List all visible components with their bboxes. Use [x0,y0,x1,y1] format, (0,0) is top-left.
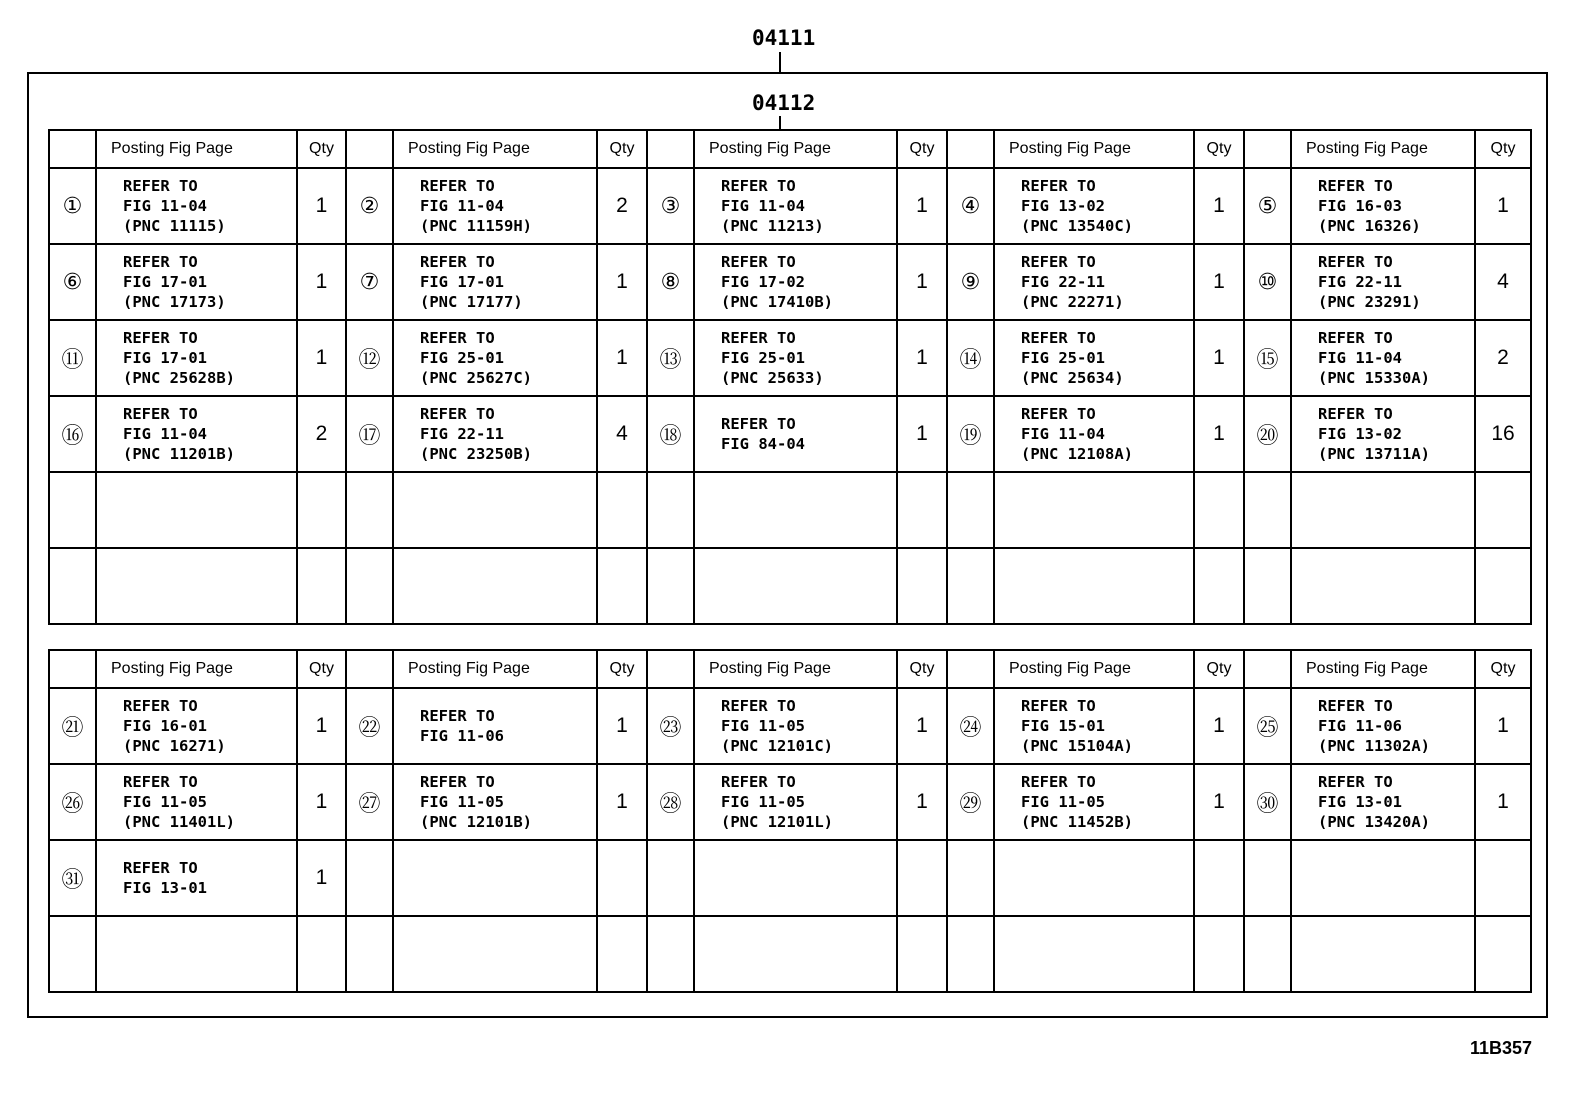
reference-line: REFER TO [1021,253,1096,271]
item-qty: 1 [297,764,346,840]
reference-line: FIG 17-01 [123,273,207,291]
reference-line: REFER TO [123,405,198,423]
item-qty: 1 [897,396,947,472]
header-posting-fig-page: Posting Fig Page [994,130,1194,168]
header-num-cell [947,130,994,168]
table-row [49,244,1531,320]
reference-line: FIG 11-04 [1318,349,1402,367]
reference-line: FIG 11-05 [721,793,805,811]
reference-line: FIG 13-02 [1021,197,1105,215]
item-number: ③ [647,168,694,244]
reference-line: (PNC 23291) [1318,293,1421,311]
posting-fig-reference [994,168,1194,244]
header-posting-fig-page: Posting Fig Page [694,650,897,688]
item-qty [597,840,647,916]
header-posting-fig-page: Posting Fig Page [393,130,597,168]
posting-fig-reference [1291,916,1475,992]
item-number [346,472,393,548]
reference-line: (PNC 11115) [123,217,226,235]
reference-line: FIG 25-01 [721,349,805,367]
reference-line: FIG 16-03 [1318,197,1402,215]
reference-line: (PNC 11201B) [123,445,235,463]
reference-line: FIG 22-11 [420,425,504,443]
item-qty [597,472,647,548]
item-qty [1194,916,1244,992]
reference-line: (PNC 13711A) [1318,445,1430,463]
reference-line: REFER TO [721,697,796,715]
table-row [49,764,1531,840]
item-qty [297,916,346,992]
posting-fig-reference [994,764,1194,840]
outer-label: 04111 [752,26,816,50]
reference-line: (PNC 17177) [420,293,523,311]
item-number [947,472,994,548]
item-qty: 1 [1194,396,1244,472]
item-number [346,840,393,916]
reference-line: FIG 11-04 [123,425,207,443]
header-qty: Qty [297,650,346,688]
item-number: ⑭ [947,320,994,396]
posting-fig-reference [694,548,897,624]
header-row [49,650,1531,688]
item-number: ⑯ [49,396,96,472]
header-qty: Qty [1475,650,1531,688]
header-num-cell [49,130,96,168]
header-qty: Qty [1475,130,1531,168]
item-number: ⑥ [49,244,96,320]
item-number [49,548,96,624]
item-qty: 1 [297,840,346,916]
header-qty: Qty [597,650,647,688]
table-row [49,472,1531,548]
posting-fig-reference [393,764,597,840]
reference-line: FIG 25-01 [420,349,504,367]
item-number [647,840,694,916]
item-qty: 1 [1194,320,1244,396]
item-qty [897,916,947,992]
reference-line: FIG 17-01 [420,273,504,291]
reference-line: REFER TO [123,177,198,195]
reference-line: FIG 13-02 [1318,425,1402,443]
posting-fig-reference [393,916,597,992]
header-num-cell [647,130,694,168]
reference-line: FIG 11-04 [1021,425,1105,443]
item-qty [897,472,947,548]
item-qty [597,548,647,624]
reference-line: REFER TO [721,329,796,347]
reference-line: (PNC 25627C) [420,369,532,387]
posting-fig-reference [393,244,597,320]
item-qty [297,472,346,548]
reference-line: REFER TO [721,773,796,791]
header-posting-fig-page: Posting Fig Page [96,650,297,688]
item-number [1244,840,1291,916]
posting-fig-reference [694,916,897,992]
header-posting-fig-page: Posting Fig Page [393,650,597,688]
item-qty: 1 [297,244,346,320]
header-qty: Qty [897,130,947,168]
posting-fig-reference [1291,320,1475,396]
header-qty: Qty [597,130,647,168]
item-qty: 1 [1475,764,1531,840]
item-number: ⑤ [1244,168,1291,244]
posting-fig-reference [96,548,297,624]
reference-line: FIG 15-01 [1021,717,1105,735]
reference-line: (PNC 22271) [1021,293,1124,311]
item-number [947,916,994,992]
reference-line: FIG 11-05 [1021,793,1105,811]
item-number: ㉖ [49,764,96,840]
reference-line: REFER TO [420,707,495,725]
reference-line: REFER TO [123,329,198,347]
item-number: ⑳ [1244,396,1291,472]
reference-line: (PNC 16271) [123,737,226,755]
posting-fig-reference [393,548,597,624]
reference-line: REFER TO [420,405,495,423]
posting-fig-reference [694,320,897,396]
reference-line: (PNC 23250B) [420,445,532,463]
item-qty [1475,548,1531,624]
header-qty: Qty [897,650,947,688]
item-number [346,548,393,624]
item-qty: 1 [897,244,947,320]
reference-line: (PNC 17173) [123,293,226,311]
reference-line: FIG 22-11 [1021,273,1105,291]
item-qty [1475,840,1531,916]
image-code: 11B357 [1469,1038,1532,1058]
item-number: ⑧ [647,244,694,320]
reference-line: FIG 11-06 [1318,717,1402,735]
table-row [49,916,1531,992]
item-number [647,916,694,992]
reference-line: (PNC 17410B) [721,293,833,311]
parts-table-1 [48,129,1532,625]
posting-fig-reference [96,764,297,840]
reference-line: (PNC 25628B) [123,369,235,387]
header-num-cell [1244,650,1291,688]
item-number [947,840,994,916]
reference-line: REFER TO [1021,177,1096,195]
reference-line: FIG 11-04 [123,197,207,215]
reference-line: FIG 11-05 [420,793,504,811]
reference-line: FIG 13-01 [1318,793,1402,811]
reference-line: REFER TO [420,329,495,347]
item-number: ⑮ [1244,320,1291,396]
posting-fig-reference [393,320,597,396]
posting-fig-reference [994,320,1194,396]
reference-line: REFER TO [420,177,495,195]
posting-fig-reference [994,688,1194,764]
item-qty [1475,472,1531,548]
posting-fig-reference [994,396,1194,472]
item-qty: 2 [1475,320,1531,396]
reference-line: (PNC 11452B) [1021,813,1133,831]
item-number [647,472,694,548]
posting-fig-reference [1291,840,1475,916]
item-qty: 1 [597,320,647,396]
item-number [49,916,96,992]
item-number: ⑫ [346,320,393,396]
reference-line: REFER TO [1318,253,1393,271]
item-qty: 1 [897,168,947,244]
reference-line: REFER TO [1318,177,1393,195]
item-qty: 1 [297,320,346,396]
item-number: ㉘ [647,764,694,840]
reference-line: (PNC 13420A) [1318,813,1430,831]
reference-line: (PNC 25634) [1021,369,1124,387]
reference-line: REFER TO [123,253,198,271]
item-qty [897,548,947,624]
header-num-cell [49,650,96,688]
item-number [49,472,96,548]
table-row [49,688,1531,764]
reference-line: (PNC 16326) [1318,217,1421,235]
item-qty: 4 [1475,244,1531,320]
table-row [49,168,1531,244]
item-number: ⑰ [346,396,393,472]
item-qty: 1 [1194,764,1244,840]
item-qty: 2 [597,168,647,244]
reference-line: REFER TO [721,177,796,195]
posting-fig-reference [994,472,1194,548]
posting-fig-reference [694,396,897,472]
item-number: ⑨ [947,244,994,320]
reference-line: REFER TO [123,773,198,791]
posting-fig-reference [694,168,897,244]
item-number [346,916,393,992]
item-number: ④ [947,168,994,244]
posting-fig-reference [694,472,897,548]
posting-fig-reference [96,396,297,472]
posting-fig-reference [694,764,897,840]
item-number: ⑱ [647,396,694,472]
reference-line: FIG 84-04 [721,435,805,453]
item-number [947,548,994,624]
posting-fig-reference [994,916,1194,992]
reference-line: FIG 11-05 [721,717,805,735]
item-number: ⑲ [947,396,994,472]
header-qty: Qty [1194,650,1244,688]
reference-line: FIG 22-11 [1318,273,1402,291]
item-number: ② [346,168,393,244]
reference-line: FIG 11-05 [123,793,207,811]
item-number: ⑪ [49,320,96,396]
item-qty: 1 [597,244,647,320]
posting-fig-reference [96,244,297,320]
posting-fig-reference [393,168,597,244]
item-qty: 1 [597,688,647,764]
item-number: ㉔ [947,688,994,764]
reference-line: REFER TO [420,773,495,791]
reference-line: (PNC 11401L) [123,813,235,831]
reference-line: FIG 17-02 [721,273,805,291]
posting-fig-reference [1291,472,1475,548]
item-number: ㉚ [1244,764,1291,840]
posting-fig-reference [994,244,1194,320]
posting-fig-reference [96,472,297,548]
reference-line: (PNC 15330A) [1318,369,1430,387]
table-row [49,320,1531,396]
reference-line: REFER TO [420,253,495,271]
reference-line: (PNC 12101C) [721,737,833,755]
reference-line: REFER TO [1021,773,1096,791]
item-qty: 1 [1475,688,1531,764]
posting-fig-reference [393,396,597,472]
reference-line: FIG 11-04 [721,197,805,215]
posting-fig-reference [1291,396,1475,472]
header-qty: Qty [1194,130,1244,168]
posting-fig-reference [1291,688,1475,764]
posting-fig-reference [96,840,297,916]
posting-fig-reference [994,840,1194,916]
header-num-cell [947,650,994,688]
item-qty: 4 [597,396,647,472]
table-row [49,396,1531,472]
item-qty: 1 [897,764,947,840]
reference-line: REFER TO [123,859,198,877]
reference-line: (PNC 12108A) [1021,445,1133,463]
item-number: ⑦ [346,244,393,320]
item-qty [1194,548,1244,624]
reference-line: (PNC 13540C) [1021,217,1133,235]
posting-fig-reference [393,840,597,916]
posting-fig-reference [1291,764,1475,840]
item-qty: 1 [297,168,346,244]
reference-line: REFER TO [123,697,198,715]
table-row [49,548,1531,624]
header-row [49,130,1531,168]
header-posting-fig-page: Posting Fig Page [694,130,897,168]
item-number: ⑩ [1244,244,1291,320]
reference-line: FIG 25-01 [1021,349,1105,367]
item-qty: 1 [897,320,947,396]
posting-fig-reference [393,688,597,764]
item-number: ㉙ [947,764,994,840]
reference-line: REFER TO [1021,697,1096,715]
item-qty: 1 [1475,168,1531,244]
reference-line: REFER TO [1318,697,1393,715]
header-num-cell [647,650,694,688]
header-qty: Qty [297,130,346,168]
posting-fig-reference [694,840,897,916]
reference-line: REFER TO [1021,405,1096,423]
item-qty [597,916,647,992]
item-number: ㉓ [647,688,694,764]
posting-fig-reference [694,688,897,764]
item-qty [1475,916,1531,992]
posting-fig-reference [96,168,297,244]
item-number: ① [49,168,96,244]
posting-fig-reference [96,688,297,764]
header-posting-fig-page: Posting Fig Page [96,130,297,168]
item-qty [1194,840,1244,916]
table-row [49,840,1531,916]
header-posting-fig-page: Posting Fig Page [1291,130,1475,168]
item-qty [1194,472,1244,548]
inner-leader-line [779,116,781,130]
reference-line: REFER TO [1021,329,1096,347]
posting-fig-reference [96,320,297,396]
reference-line: FIG 11-06 [420,727,504,745]
reference-line: (PNC 11302A) [1318,737,1430,755]
item-number [647,548,694,624]
posting-fig-reference [96,916,297,992]
header-num-cell [1244,130,1291,168]
reference-line: (PNC 12101B) [420,813,532,831]
item-qty: 1 [1194,244,1244,320]
reference-line: REFER TO [1318,773,1393,791]
header-posting-fig-page: Posting Fig Page [994,650,1194,688]
reference-line: FIG 16-01 [123,717,207,735]
reference-line: FIG 13-01 [123,879,207,897]
posting-fig-reference [1291,244,1475,320]
posting-fig-reference [694,244,897,320]
posting-fig-reference [393,472,597,548]
item-number: ㉕ [1244,688,1291,764]
reference-line: FIG 17-01 [123,349,207,367]
item-number: ㉒ [346,688,393,764]
reference-line: REFER TO [1318,405,1393,423]
reference-line: (PNC 25633) [721,369,824,387]
reference-line: (PNC 15104A) [1021,737,1133,755]
item-qty: 1 [597,764,647,840]
header-num-cell [346,650,393,688]
item-qty: 1 [297,688,346,764]
parts-table-2 [48,649,1532,993]
posting-fig-reference [1291,168,1475,244]
item-number: ㉗ [346,764,393,840]
reference-line: (PNC 11213) [721,217,824,235]
item-qty: 16 [1475,396,1531,472]
item-qty: 2 [297,396,346,472]
item-qty: 1 [1194,688,1244,764]
item-qty: 1 [1194,168,1244,244]
posting-fig-reference [994,548,1194,624]
item-qty: 1 [897,688,947,764]
item-number: ㉑ [49,688,96,764]
item-qty [897,840,947,916]
posting-fig-reference [1291,548,1475,624]
header-posting-fig-page: Posting Fig Page [1291,650,1475,688]
reference-line: (PNC 12101L) [721,813,833,831]
item-number [1244,548,1291,624]
reference-line: REFER TO [1318,329,1393,347]
header-num-cell [346,130,393,168]
reference-line: FIG 11-04 [420,197,504,215]
item-number [1244,916,1291,992]
reference-line: REFER TO [721,415,796,433]
inner-label: 04112 [752,91,816,115]
item-number [1244,472,1291,548]
item-qty [297,548,346,624]
outer-leader-line [779,52,781,72]
reference-line: (PNC 11159H) [420,217,532,235]
item-number: ㉛ [49,840,96,916]
reference-line: REFER TO [721,253,796,271]
item-number: ⑬ [647,320,694,396]
